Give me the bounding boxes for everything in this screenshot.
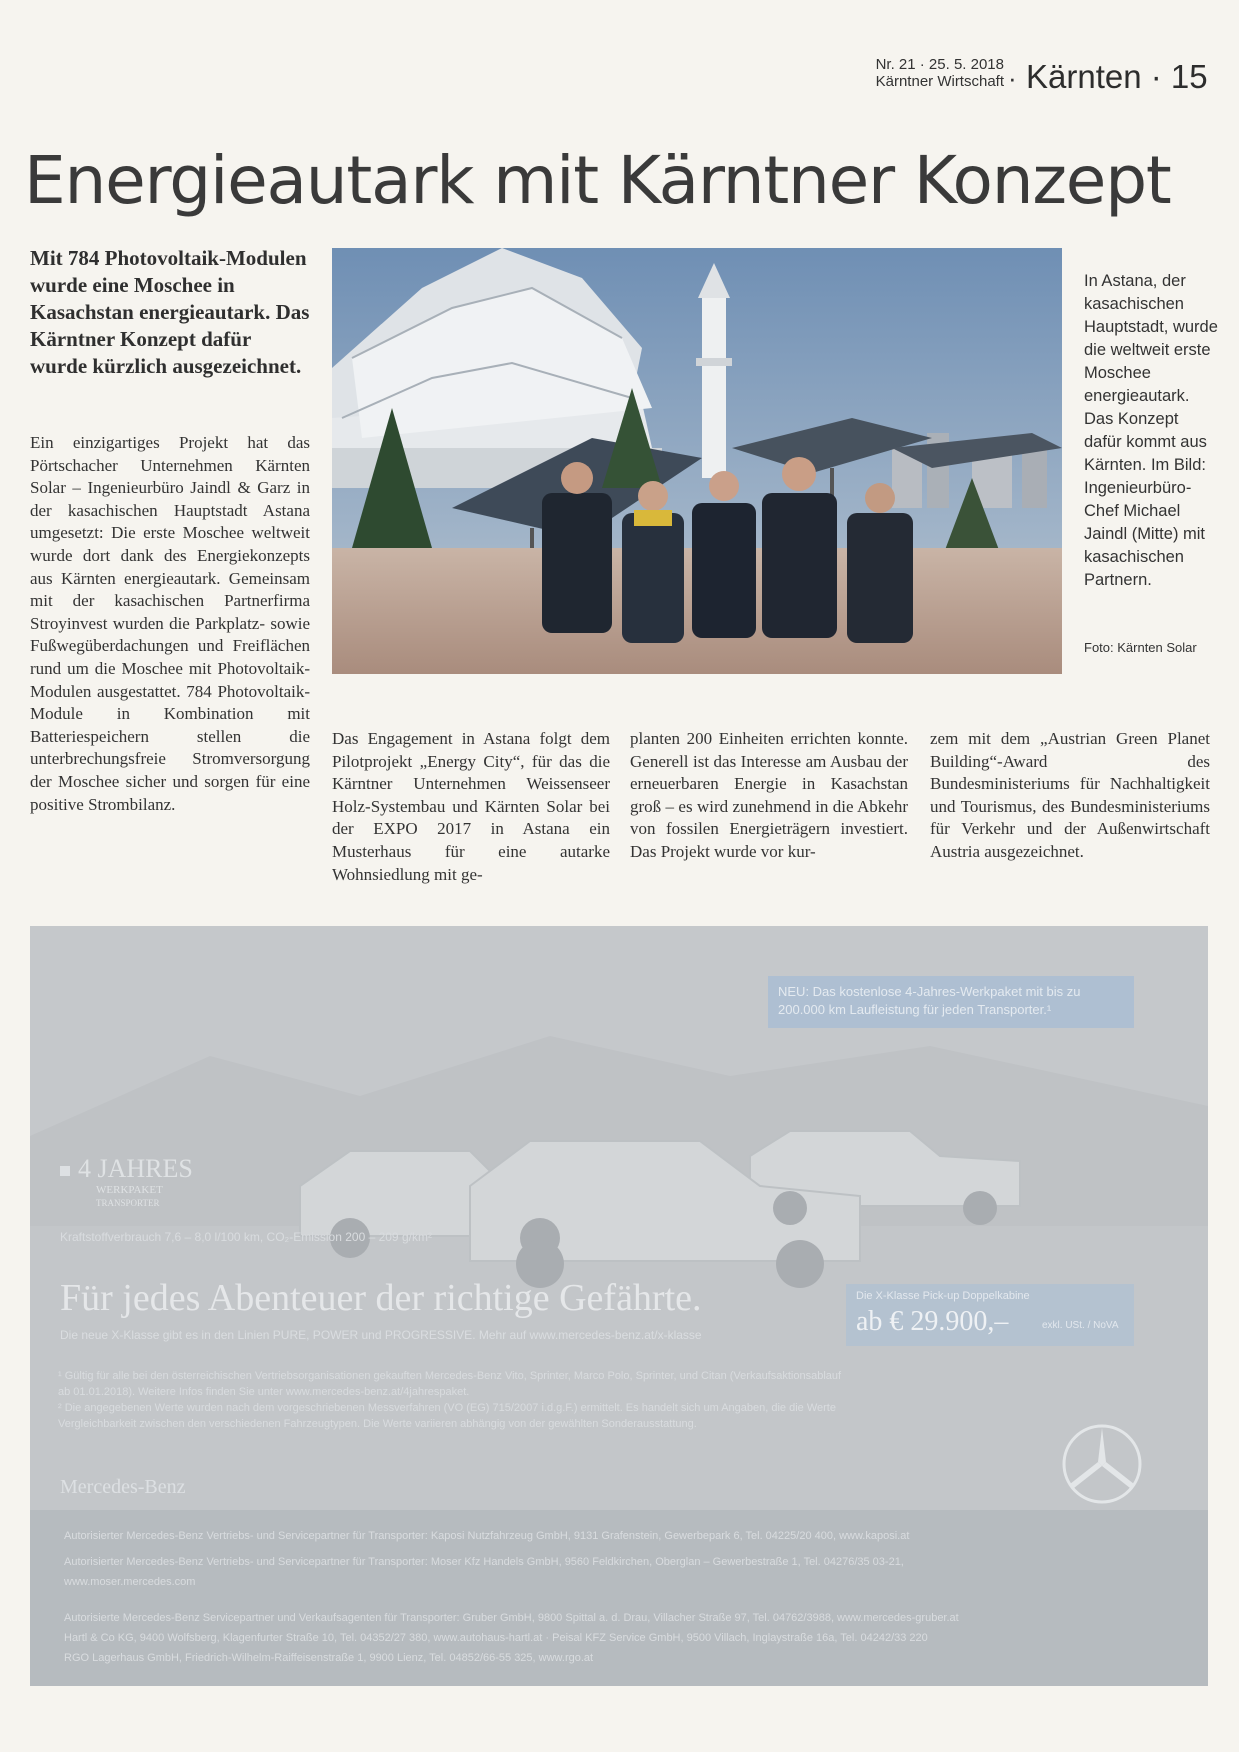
issue-date: Nr. 21 · 25. 5. 2018 (875, 56, 1004, 73)
ad-price: ab € 29.900,– (856, 1306, 1009, 1337)
article-photo (332, 248, 1062, 674)
mercedes-star-icon (1060, 1422, 1144, 1506)
article-body-column-4: zem mit dem „Austrian Green Planet Building“-Award des Bundesministeriums für Nachhaltigkeit und Tourismus, des Bundesministeriums für Verkehr und der Außenwirtschaft Austria ausgezeichnet. (930, 729, 1210, 861)
dealer-line: Hartl & Co KG, 9400 Wolfsberg, Klagenfurter Straße 10, Tel. 04352/27 380, www.autohaus-hartl.at · Peisal KFZ Service GmbH, 9500 Villach, Inglaystraße 16a, Tel. 04242/33 220 (64, 1632, 928, 1644)
masthead-issue-info (876, 56, 1004, 90)
ad-logo-title: 4 JAHRES (78, 1154, 193, 1183)
ad-fine-print-line: ² Die angegebenen Werte wurden nach dem vorgeschriebenen Messverfahren (VO (EG) 715/2007 i.d.g.F.) ermittelt. Es handelt sich um Angaben, die die Werte (58, 1402, 836, 1414)
article-body-column-1: Ein einzigartiges Projekt hat das Pörtschacher Unternehmen Kärnten Solar – Ingenieurbüro Jaindl & Garz in der kasachischen Hauptstadt Astana umgesetzt: Die erste Moschee weltweit wurde dort dank des Energiekonzepts aus Kärnten energieautark. Gemeinsam mit der kasachischen Partnerfirma Stroyinvest wurden die Parkplatz- sowie Fußwegüberdachungen und Freiflächen rund um die Moschee mit Photovoltaik-Modulen ausgestattet. 784 Photovoltaik-Module in Kombination mit Batteriespeichern stellen die unterbrechungsfreie Stromversorgung der Moschee sicher und sorgen für eine positive Strombilanz. (30, 433, 310, 814)
masthead-separator: · (1008, 63, 1017, 93)
ad-dealer-footer (30, 1510, 1208, 1686)
dealer-line: Autorisierter Mercedes-Benz Vertriebs- und Servicepartner für Transporter: Kaposi Nutzfahrzeug GmbH, 9131 Grafenstein, Gewerbepark 6, Tel. 04225/20 400, www.kaposi.at (64, 1530, 910, 1542)
mosque-photo-illustration (332, 248, 1062, 674)
publication-name: Kärntner Wirtschaft (875, 73, 1004, 90)
ad-logo-square-icon (60, 1166, 70, 1176)
ad-slogan: Für jedes Abenteuer der richtige Gefährte. (60, 1277, 702, 1319)
dealer-line: Autorisierter Mercedes-Benz Vertriebs- und Servicepartner für Transporter: Moser Kfz Handels GmbH, 9560 Feldkirchen, Oberglan – Gewerbestraße 1, Tel. 04276/35 03-21, (64, 1556, 904, 1568)
ad-logo-caption: TRANSPORTER (96, 1198, 160, 1208)
ad-offer-badge-text: NEU: Das kostenlose 4-Jahres-Werkpaket mit bis zu 200.000 km Laufleistung für jeden Transporter.¹ (778, 984, 1081, 1017)
section-page-label: Kärnten · 15 (1026, 58, 1208, 95)
dealer-line: www.moser.mercedes.com (64, 1576, 196, 1588)
ad-logo-subtitle: WERKPAKET (96, 1184, 163, 1196)
photo-caption: In Astana, der kasachischen Hauptstadt, wurde die weltweit erste Moschee energieautark. Das Konzept dafür kommt aus Kärnten. Im Bild: Ingenieurbüro-Chef Michael Jaindl (Mitte) mit kasachischen Partnern. (1084, 272, 1218, 589)
ad-price-box (846, 1284, 1134, 1346)
ad-price-label: Die X-Klasse Pick-up Doppelkabine (856, 1290, 1030, 1302)
ad-consumption-info: Kraftstoffverbrauch 7,6 – 8,0 l/100 km, CO₂-Emission 200 – 209 g/km² (60, 1230, 432, 1244)
ad-offer-badge (768, 976, 1134, 1028)
dealer-line: RGO Lagerhaus GmbH, Friedrich-Wilhelm-Raiffeisenstraße 1, 9900 Lienz, Tel. 04852/66-55 325, www.rgo.at (64, 1652, 594, 1664)
ad-subline: Die neue X-Klasse gibt es in den Linien PURE, POWER und PROGRESSIVE. Mehr auf www.mercedes-benz.at/x-klasse (60, 1328, 702, 1342)
article-body-column-2: Das Engagement in Astana folgt dem Pilotprojekt „Energy City“, für das die Kärntner Unternehmen Weissenseer Holz-Systembau und Kärnten Solar bei der EXPO 2017 in Astana ein Musterhaus für eine autarke Wohnsiedlung mit ge- (332, 729, 610, 884)
article-body-column-3: planten 200 Einheiten errichten konnte. Generell ist das Interesse am Ausbau der erneuerbaren Energie in Kasachstan groß – es wird zunehmend in die Abkehr von fossilen Energieträgern investiert. Das Projekt wurde vor kur- (630, 729, 908, 861)
ad-brand-name: Mercedes-Benz (60, 1476, 186, 1498)
ad-fine-print-line: ab 01.01.2018). Weitere Infos finden Sie unter www.mercedes-benz.at/4jahrespaket. (58, 1386, 470, 1398)
article-headline: Energieautark mit Kärntner Konzept (24, 142, 1171, 219)
ad-fine-print-line: Vergleichbarkeit zwischen den verschiedenen Fahrzeugtypen. Die Werte variieren abhängig von der gewählten Sonderausstattung. (58, 1418, 697, 1430)
photo-credit: Foto: Kärnten Solar (1084, 640, 1197, 655)
ad-fine-print-line: ¹ Gültig für alle bei den österreichischen Vertriebsorganisationen gekauften Mercedes-Benz Vito, Sprinter, Marco Polo, Sprinter, und Citan (Verkaufsaktionsablauf (58, 1370, 842, 1382)
article-lead: Mit 784 Photovoltaik-Modulen wurde eine Moschee in Kasachstan energieautark. Das Kärntner Konzept dafür wurde kürzlich ausgezeichnet. (30, 246, 310, 378)
dealer-line: Autorisierte Mercedes-Benz Servicepartner und Verkaufsagenten für Transporter: Gruber GmbH, 9800 Spittal a. d. Drau, Villacher Straße 97, Tel. 04762/3988, www.mercedes-gruber.at (64, 1612, 959, 1624)
ad-price-note: exkl. USt. / NoVA (1042, 1320, 1119, 1331)
